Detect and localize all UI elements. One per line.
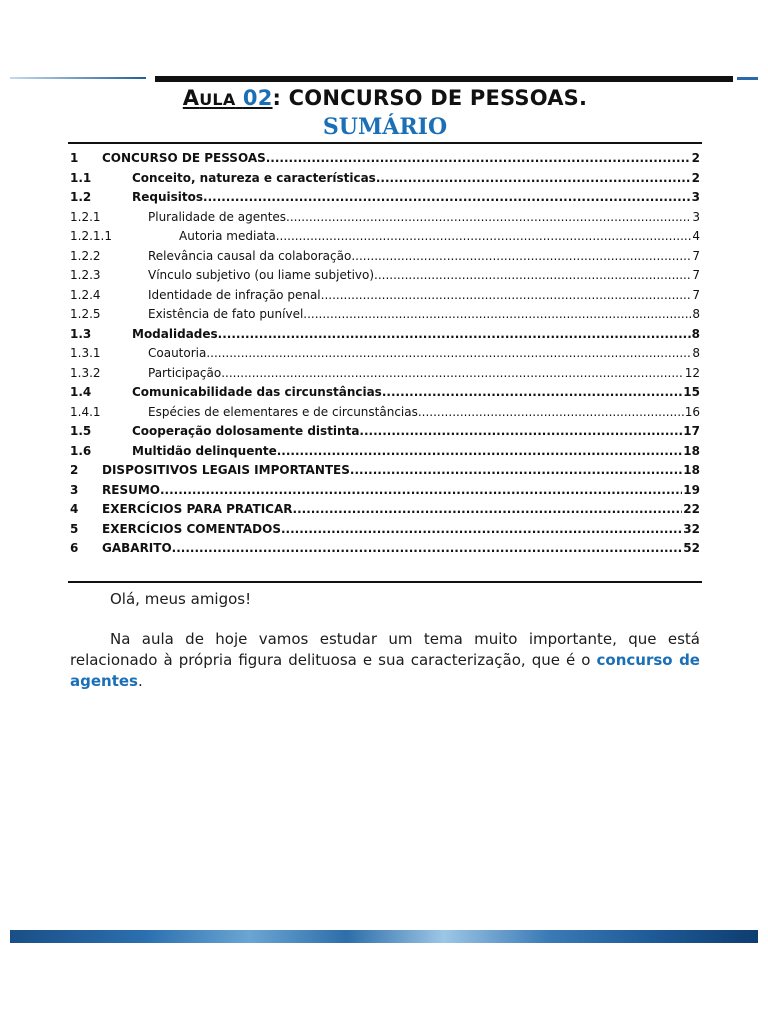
toc-row[interactable] xyxy=(70,286,700,306)
toc-row[interactable] xyxy=(70,422,700,442)
toc-page-number: 22 xyxy=(683,502,700,516)
toc-leader-dots xyxy=(172,539,683,559)
toc-leader-dots xyxy=(266,149,691,169)
toc-row[interactable] xyxy=(70,305,700,325)
toc-number: 1.3 xyxy=(70,326,92,341)
toc-title: EXERCÍCIOS COMENTADOS xyxy=(102,521,281,536)
toc-page-number: 8 xyxy=(692,307,700,321)
lesson-title xyxy=(68,86,702,110)
toc-row[interactable] xyxy=(70,481,700,501)
toc-page-number: 12 xyxy=(684,365,700,380)
intro-paragraph-end: . xyxy=(137,672,143,690)
toc-leader-dots xyxy=(350,461,682,481)
toc-page-number: 18 xyxy=(683,463,700,477)
toc-title: Cooperação dolosamente distinta xyxy=(132,424,360,438)
toc-number: 1.1 xyxy=(70,170,92,185)
toc-leader-dots xyxy=(376,169,691,189)
toc-page-number: 18 xyxy=(683,443,700,458)
toc-page-number: 4 xyxy=(692,229,700,243)
toc-leader-dots xyxy=(221,364,684,384)
toc-leader-dots xyxy=(351,247,691,267)
toc-title: Comunicabilidade das circunstâncias xyxy=(132,385,382,399)
toc-page-number: 8 xyxy=(692,346,700,360)
toc-title: CONCURSO DE PESSOAS xyxy=(102,151,266,165)
toc-row[interactable] xyxy=(70,149,700,169)
toc-title: Conceito, natureza e características xyxy=(132,170,376,185)
toc-title: Autoria mediata xyxy=(179,229,276,243)
lesson-topic: : CONCURSO DE PESSOAS. xyxy=(272,86,588,110)
toc-leader-dots xyxy=(218,325,691,345)
top-decorative-band xyxy=(10,76,758,82)
lesson-label-initial: A xyxy=(182,86,200,110)
summary-heading: SUMÁRIO xyxy=(322,114,448,140)
toc-title: EXERCÍCIOS PARA PRATICAR xyxy=(102,502,293,516)
toc-title: RESUMO xyxy=(102,482,160,497)
top-band-right-segment xyxy=(737,77,758,80)
toc-page-number: 7 xyxy=(692,248,700,263)
toc-leader-dots xyxy=(277,442,683,462)
toc-page-number: 8 xyxy=(691,326,700,341)
toc-leader-dots xyxy=(276,227,692,247)
toc-title: Espécies de elementares e de circunstâncias xyxy=(148,404,418,419)
toc-title: DISPOSITIVOS LEGAIS IMPORTANTES xyxy=(102,463,350,477)
toc-page-number: 3 xyxy=(692,209,700,224)
table-of-contents xyxy=(70,149,700,559)
toc-row[interactable] xyxy=(70,403,700,423)
toc-leader-dots xyxy=(418,403,684,423)
toc-leader-dots xyxy=(281,520,682,540)
toc-leader-dots xyxy=(160,481,682,501)
intro-paragraph-text: Na aula de hoje vamos estudar um tema muito importante, que está relacionado à própria figura delituosa e sua caracterização, que é o xyxy=(70,630,700,669)
toc-title: Relevância causal da colaboração xyxy=(148,248,352,263)
toc-number: 1.6 xyxy=(70,443,92,458)
toc-leader-dots xyxy=(303,305,691,325)
toc-title: Identidade de infração penal xyxy=(148,287,321,302)
toc-number: 1.2.5 xyxy=(70,307,101,321)
toc-leader-dots xyxy=(382,383,682,403)
toc-number: 1.4 xyxy=(70,385,92,399)
toc-row[interactable] xyxy=(70,247,700,267)
toc-page-number: 3 xyxy=(691,190,700,204)
toc-page-number: 17 xyxy=(683,424,700,438)
toc-title: Participação xyxy=(148,365,222,380)
toc-row[interactable] xyxy=(70,266,700,286)
toc-title: Pluralidade de agentes xyxy=(148,209,287,224)
toc-row[interactable] xyxy=(70,364,700,384)
lesson-label xyxy=(183,86,273,110)
toc-page-number: 7 xyxy=(692,268,700,282)
toc-row[interactable] xyxy=(70,227,700,247)
bottom-divider xyxy=(68,581,702,583)
toc-leader-dots xyxy=(206,344,691,364)
toc-title: Multidão delinquente xyxy=(132,443,277,458)
toc-page-number: 7 xyxy=(692,287,700,302)
toc-number: 1.4.1 xyxy=(70,404,101,419)
toc-number: 2 xyxy=(70,463,79,477)
toc-number: 1.2.1.1 xyxy=(70,229,112,243)
toc-number: 3 xyxy=(70,482,79,497)
toc-row[interactable] xyxy=(70,325,700,345)
toc-leader-dots xyxy=(374,266,691,286)
top-divider xyxy=(68,142,702,144)
toc-page-number: 52 xyxy=(683,541,700,555)
toc-leader-dots xyxy=(286,208,691,228)
toc-row[interactable] xyxy=(70,442,700,462)
toc-leader-dots xyxy=(359,422,682,442)
intro-highlight: concurso de agentes xyxy=(70,651,700,690)
toc-page-number: 15 xyxy=(683,385,700,399)
toc-title: GABARITO xyxy=(102,541,172,555)
toc-number: 1.5 xyxy=(70,424,92,438)
toc-number: 1.2.3 xyxy=(70,268,101,282)
toc-title: Existência de fato punível xyxy=(148,307,304,321)
toc-title: Coautoria xyxy=(148,346,207,360)
toc-page-number: 2 xyxy=(691,151,700,165)
toc-row[interactable] xyxy=(70,461,700,481)
toc-leader-dots xyxy=(203,188,691,208)
toc-page-number: 32 xyxy=(683,521,700,536)
toc-page-number: 16 xyxy=(684,404,700,419)
top-band-left-segment xyxy=(10,77,146,79)
toc-number: 1.2 xyxy=(70,190,92,204)
toc-row[interactable] xyxy=(70,383,700,403)
toc-number: 4 xyxy=(70,502,79,516)
top-band-black-bar xyxy=(155,76,733,82)
toc-number: 1.3.1 xyxy=(70,346,101,360)
toc-number: 1.3.2 xyxy=(70,365,101,380)
toc-title: Vínculo subjetivo (ou liame subjetivo) xyxy=(148,268,375,282)
bottom-decorative-band xyxy=(10,930,758,943)
toc-row[interactable] xyxy=(70,188,700,208)
toc-leader-dots xyxy=(321,286,692,306)
toc-page-number: 19 xyxy=(683,482,700,497)
toc-number: 6 xyxy=(70,541,79,555)
toc-row[interactable] xyxy=(70,344,700,364)
toc-title: Requisitos xyxy=(132,190,204,204)
lesson-number: 02 xyxy=(242,86,273,110)
toc-page-number: 2 xyxy=(691,170,700,185)
toc-row[interactable] xyxy=(70,208,700,228)
toc-title: Modalidades xyxy=(132,326,218,341)
toc-row[interactable] xyxy=(70,169,700,189)
toc-row[interactable] xyxy=(70,520,700,540)
toc-number: 1.2.1 xyxy=(70,209,101,224)
toc-row[interactable] xyxy=(70,500,700,520)
intro-paragraph xyxy=(70,629,700,692)
toc-row[interactable] xyxy=(70,539,700,559)
toc-number: 1 xyxy=(70,151,79,165)
toc-number: 1.2.4 xyxy=(70,287,101,302)
toc-number: 5 xyxy=(70,521,79,536)
lesson-label-rest: ULA xyxy=(199,90,236,109)
greeting-text: Olá, meus amigos! xyxy=(110,590,252,608)
toc-number: 1.2.2 xyxy=(70,248,101,263)
toc-leader-dots xyxy=(293,500,683,520)
